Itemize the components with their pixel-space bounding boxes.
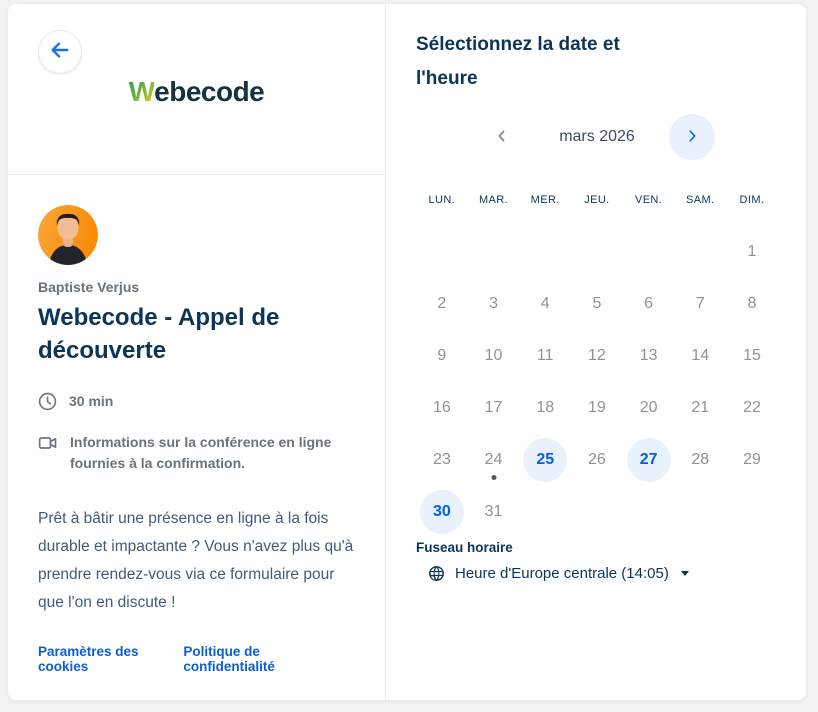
calendar-day-24: 24 (472, 438, 516, 482)
month-navigation (479, 114, 715, 160)
calendar-day-21: 21 (678, 386, 722, 430)
calendar-day-22: 22 (730, 386, 774, 430)
calendar-day-23: 23 (420, 438, 464, 482)
timezone-value: Heure d'Europe centrale (14:05) (455, 565, 669, 582)
current-month-label: mars 2026 (559, 128, 635, 145)
calendar-day-1: 1 (730, 230, 774, 274)
timezone-label: Fuseau horaire (416, 540, 513, 555)
timezone-dropdown[interactable] (416, 565, 778, 582)
calendar-day-25[interactable]: 25 (523, 438, 567, 482)
webecode-logo (8, 76, 385, 108)
calendar-day-12: 12 (575, 334, 619, 378)
weekday-header: MER. (530, 194, 560, 206)
calendar-grid (416, 174, 778, 538)
duration-row (38, 391, 357, 417)
arrow-left-icon (49, 39, 71, 66)
calendar-day-17: 17 (472, 386, 516, 430)
calendar-day-10: 10 (472, 334, 516, 378)
calendar-day-5: 5 (575, 282, 619, 326)
event-description: Prêt à bâtir une présence en ligne à la fois durable et impactante ? Vous n'avez plus qu'à prendre rendez-vous via ce formulaire pour que l'on en discute ! (38, 510, 354, 611)
branding-header (8, 4, 385, 175)
host-avatar (38, 205, 98, 265)
calendar-day-16: 16 (420, 386, 464, 430)
weekday-header: DIM. (739, 194, 765, 206)
weekday-header: LUN. (428, 194, 456, 206)
logo-text: ebecode (154, 76, 265, 107)
calendar-day-15: 15 (730, 334, 774, 378)
weekday-header: VEN. (634, 194, 663, 206)
calendar-day-7: 7 (678, 282, 722, 326)
calendar-day-28: 28 (678, 438, 722, 482)
caret-down-icon (681, 571, 689, 576)
calendar-day-3: 3 (472, 282, 516, 326)
privacy-policy-link[interactable]: Politique de confidentialité (183, 644, 275, 674)
calendar-day-29: 29 (730, 438, 774, 482)
calendar-day-19: 19 (575, 386, 619, 430)
duration-text: 30 min (69, 393, 114, 409)
booking-card (8, 4, 806, 700)
weekday-header: MAR. (478, 194, 509, 206)
calendar-day-18: 18 (523, 386, 567, 430)
date-picker-panel (386, 4, 806, 700)
calendar-day-2: 2 (420, 282, 464, 326)
calendar-day-11: 11 (523, 334, 567, 378)
calendar-day-27[interactable]: 27 (627, 438, 671, 482)
cookie-settings-link[interactable]: Paramètres des cookies (38, 644, 139, 674)
conference-info-row (38, 432, 357, 474)
timezone-section (416, 540, 778, 582)
calendar-day-4: 4 (523, 282, 567, 326)
event-info-panel (8, 4, 386, 700)
back-button[interactable] (38, 30, 82, 74)
video-camera-icon (38, 433, 58, 459)
event-title: Webecode - Appel de découverte (38, 304, 280, 364)
calendar-day-8: 8 (730, 282, 774, 326)
host-name: Baptiste Verjus (38, 279, 140, 295)
footer-links (38, 644, 357, 674)
weekday-header: JEU. (584, 194, 610, 206)
calendar-day-14: 14 (678, 334, 722, 378)
scheduler-heading: Sélectionnez la date et l'heure (416, 34, 620, 89)
next-month-button[interactable] (669, 114, 715, 160)
calendar-day-30[interactable]: 30 (420, 490, 464, 534)
calendar-day-20: 20 (627, 386, 671, 430)
globe-icon (428, 565, 445, 582)
today-dot (491, 475, 496, 480)
weekday-header: SAM. (686, 194, 715, 206)
calendar-day-31: 31 (472, 490, 516, 534)
calendar-day-26: 26 (575, 438, 619, 482)
chevron-left-icon (494, 128, 510, 147)
calendar-day-6: 6 (627, 282, 671, 326)
event-details (8, 175, 385, 700)
previous-month-button[interactable] (479, 114, 525, 160)
conference-info-text: Informations sur la conférence en ligne fournies à la confirmation. (70, 434, 332, 471)
calendar-day-13: 13 (627, 334, 671, 378)
chevron-right-icon (684, 128, 700, 147)
clock-icon (38, 392, 57, 417)
logo-w-mark: W (128, 76, 155, 107)
calendar-day-9: 9 (420, 334, 464, 378)
